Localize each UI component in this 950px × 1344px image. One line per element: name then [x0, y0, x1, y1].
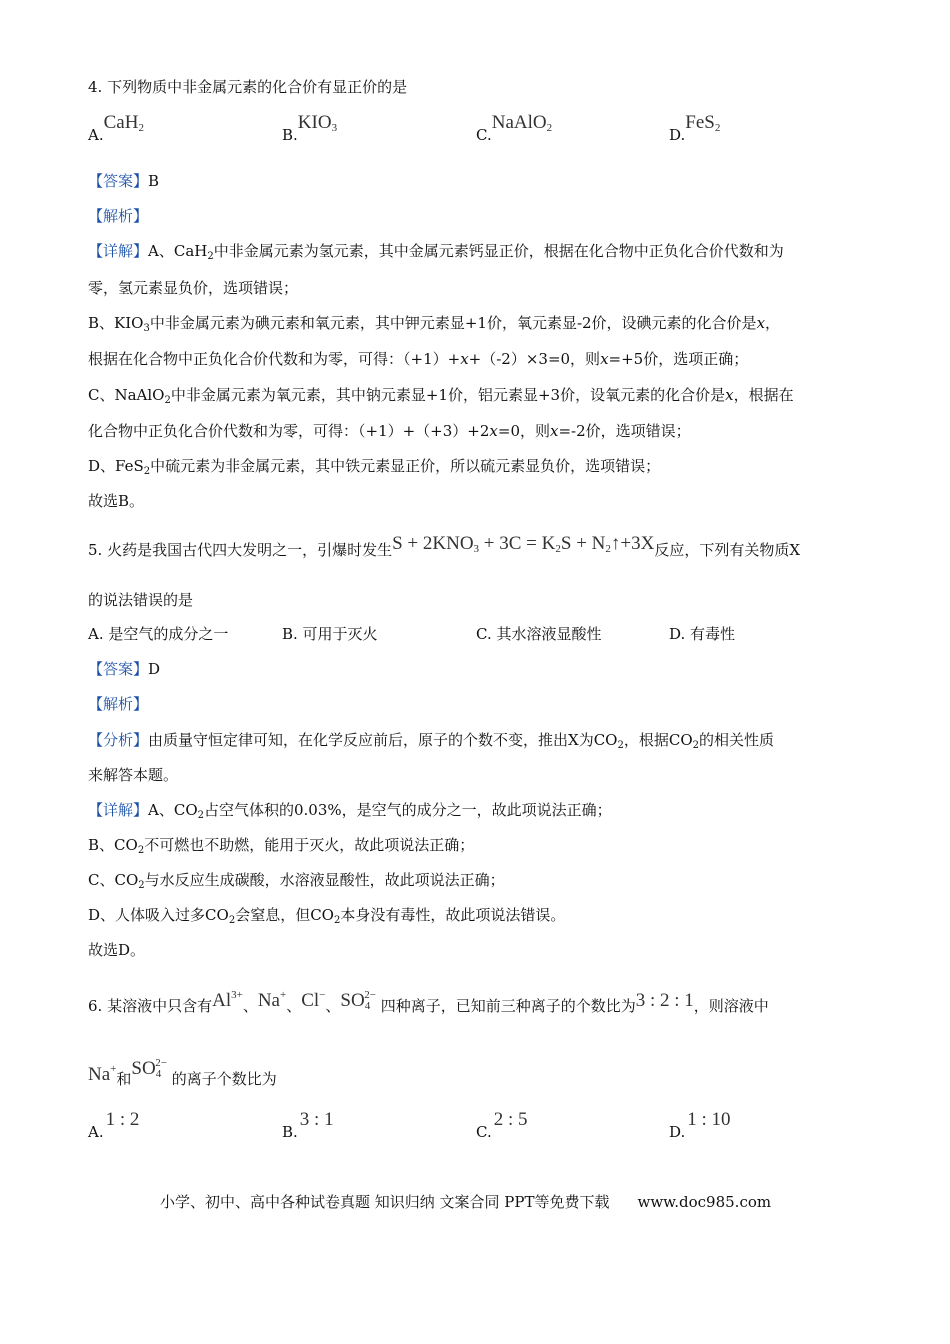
- q4-detail-line-b2: 根据在化合物中正负化合价代数和为零，可得：（+1）+x+（-2）×3=0，则x=+5价，选项正确；: [88, 350, 749, 368]
- q5-detail-line-d: D、人体吸入过多$CO_2$会窒息，但$CO_2$本身没有毒性，故此项说法错误。: [88, 906, 566, 926]
- q4-detail-line-b1: B、$KIO_3$中非金属元素为碘元素和氧元素，其中钾元素显+1价，氧元素显-2价，设碘元素的化合价是x，: [88, 314, 781, 334]
- q5-analysis-line1: 【分析】由质量守恒定律可知，在化学反应前后，原子的个数不变，推出X为$CO_2$，根据$CO_2$的相关性质: [88, 731, 775, 751]
- q6-option-a: A.1 : 2: [88, 1109, 140, 1141]
- q4-conclusion: 故选B。: [88, 492, 145, 510]
- q5-option-b: B. 可用于灭火: [282, 625, 378, 643]
- q5-answer: 【答案】D: [88, 660, 161, 678]
- q4-answer: 【答案】B: [88, 172, 160, 190]
- q6-stem-line2: Na+和$SO_4^{2-}$ 的离子个数比为: [88, 1057, 277, 1088]
- q5-conclusion: 故选D。: [88, 941, 146, 959]
- q4-detail-line-c2: 化合物中正负化合价代数和为零，可得：（+1）+（+3）+2x=0，则x=-2价，选项错误；: [88, 422, 691, 440]
- footer-site-link[interactable]: www.doc985.com: [637, 1193, 772, 1211]
- q6-option-c: C.2 : 5: [476, 1109, 528, 1141]
- q5-analysis-line2: 来解答本题。: [88, 766, 179, 784]
- q5-stem-line2: 的说法错误的是: [88, 591, 194, 609]
- q5-analysis-tag: 【解析】: [88, 695, 149, 713]
- q4-detail-line-c1: C、NaAlO$_2$中非金属元素为氧元素，其中钠元素显+1价，铝元素显+3价，设氧元素的化合价是x，根据在: [88, 386, 794, 406]
- q5-option-c: C. 其水溶液显酸性: [476, 625, 602, 643]
- q4-detail-line-a1: 【详解】A、CaH$_2$中非金属元素为氢元素，其中金属元素钙显正价，根据在化合物中正负化合价代数和为: [88, 242, 784, 262]
- q5-detail-line-c: C、$CO_2$与水反应生成碳酸，水溶液显酸性，故此项说法正确；: [88, 871, 505, 891]
- q5-equation: $S + 2KNO_3 + 3C = K_2S$ + $N_2↑+3X$: [392, 533, 655, 555]
- q4-option-b: $B.KIO_3$: [282, 112, 338, 144]
- q5-option-a: A. 是空气的成分之一: [88, 625, 229, 643]
- page-footer: [160, 1191, 771, 1212]
- q4-stem: 4. 下列物质中非金属元素的化合价有显正价的是: [88, 78, 408, 96]
- q6-option-b: B.3 : 1: [282, 1109, 334, 1141]
- q4-detail-line-d1: D、FeS$_2$中硫元素为非金属元素，其中铁元素显正价，所以硫元素显负价，选项错误；: [88, 457, 661, 477]
- q5-option-d: D. 有毒性: [669, 625, 736, 643]
- q5-stem: 5. 火药是我国古代四大发明之一，引爆时发生$S + 2KNO_3 + 3C = K_2S$ + $N_2↑+3X$反应，下列有关物质X: [88, 533, 801, 559]
- q4-option-d: D.FeS$_2$: [669, 112, 721, 144]
- q6-option-d: D.1 : 10: [669, 1109, 731, 1141]
- q4-detail-line-a2: 零，氢元素显负价，选项错误；: [88, 279, 299, 297]
- q6-stem: 6. 某溶液中只含有$Al^{3+}$、Na+、Cl−、$SO_4^{2-}$ 四种离子，已知前三种离子的个数比为3 : 2 : 1，则溶液中: [88, 989, 769, 1015]
- footer-text: 小学、初中、高中各种试卷真题 知识归纳 文案合同 PPT等免费下载: [160, 1193, 610, 1211]
- q4-analysis-tag: 【解析】: [88, 207, 149, 225]
- q4-option-c: C.NaAlO$_2$: [476, 112, 553, 144]
- q5-detail-line-b: B、$CO_2$不可燃也不助燃，能用于灭火，故此项说法正确；: [88, 836, 475, 856]
- q5-detail-line-a: 【详解】A、$CO_2$占空气体积的0.03%，是空气的成分之一，故此项说法正确；: [88, 801, 612, 821]
- q4-option-a: A.CaH$_2$: [88, 112, 144, 144]
